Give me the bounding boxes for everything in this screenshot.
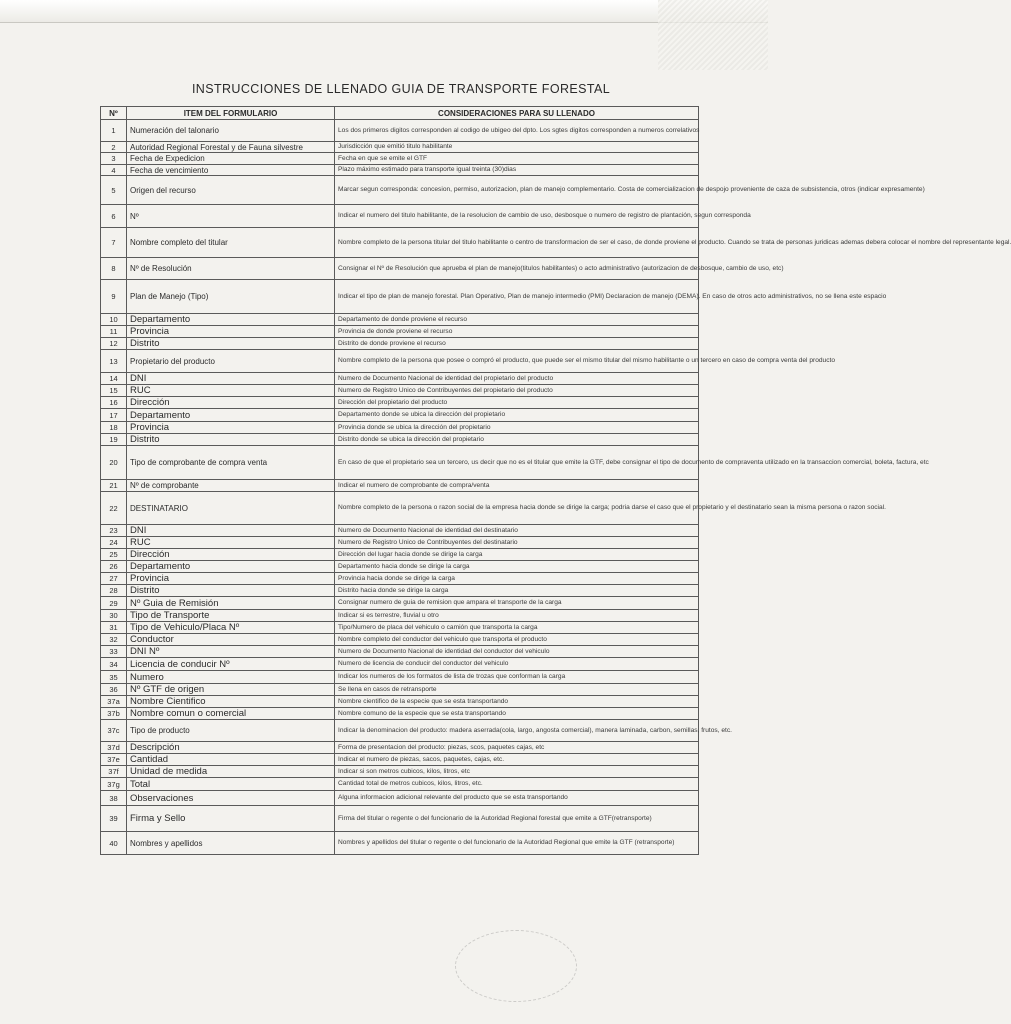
row-item: Fecha de Expedicion [127,153,335,165]
row-item: Unidad de medida [127,766,335,778]
row-item: Dirección [127,397,335,409]
row-description: Dirección del propietario del producto [335,397,699,409]
row-item: Distrito [127,434,335,446]
row-item: Firma y Sello [127,806,335,832]
table-row [101,397,699,409]
row-description: Numero de licencia de conducir del conductor del vehiculo [335,658,699,671]
row-item: DNI [127,373,335,385]
row-item: Plan de Manejo (Tipo) [127,280,335,314]
row-description: Numero de Documento Nacional de identidad del propietario del producto [335,373,699,385]
row-description: Plazo máximo estimado para transporte igual treinta (30)dias [335,165,699,176]
row-item: Numero [127,671,335,684]
row-number: 19 [101,434,127,446]
table-row [101,573,699,585]
table-row [101,434,699,446]
row-number: 13 [101,350,127,373]
table-row [101,610,699,622]
row-number: 40 [101,832,127,855]
table-row [101,646,699,658]
row-description: Provincia hacia donde se dirige la carga [335,573,699,585]
row-item: Nº GTF de origen [127,684,335,696]
row-description: Indicar si son metros cubicos, kilos, litros, etc [335,766,699,778]
table-row [101,806,699,832]
table-row [101,165,699,176]
row-number: 1 [101,120,127,142]
row-description: Numero de Documento Nacional de identidad del conductor del vehiculo [335,646,699,658]
row-item: Nombre comun o comercial [127,708,335,720]
row-item: Numeración del talonario [127,120,335,142]
row-description: Nombre completo de la persona que posee o compró el producto, que puede ser el mismo titular del mismo habilitante o un tercero en caso de compra venta del producto [335,350,699,373]
row-number: 39 [101,806,127,832]
row-item: Conductor [127,634,335,646]
table-row [101,766,699,778]
row-description: Consignar el Nº de Resolución que aprueba el plan de manejo(titulos habilitantes) o acto administrativo (autorizacion de desbosque, cambio de uso, etc) [335,258,699,280]
row-item: Nº de Resolución [127,258,335,280]
row-number: 22 [101,492,127,525]
row-description: Nombre completo del conductor del vehiculo que transporta el producto [335,634,699,646]
row-item: Nombres y apellidos [127,832,335,855]
table-row [101,409,699,422]
row-number: 24 [101,537,127,549]
row-number: 21 [101,480,127,492]
row-item: Nº [127,205,335,228]
row-item: Departamento [127,561,335,573]
table-row [101,671,699,684]
row-description: Departamento hacia donde se dirige la carga [335,561,699,573]
row-number: 34 [101,658,127,671]
row-item: Departamento [127,314,335,326]
row-number: 33 [101,646,127,658]
table-row [101,622,699,634]
table-row [101,525,699,537]
row-description: Nombre comuno de la especie que se esta transportando [335,708,699,720]
table-row [101,205,699,228]
row-item: Cantidad [127,754,335,766]
row-description: Nombres y apellidos del titular o regente o del funcionario de la Autoridad Regional que emite la GTF (retransporte) [335,832,699,855]
table-row [101,791,699,806]
header-item: ITEM DEL FORMULARIO [127,107,335,120]
table-row [101,142,699,153]
row-description: Los dos primeros digitos corresponden al codigo de ubigeo del dpto. Los sgtes digitos corresponden a numeros correlativos [335,120,699,142]
table-row [101,350,699,373]
row-description: Provincia donde se ubica la dirección del propietario [335,422,699,434]
row-number: 32 [101,634,127,646]
row-description: Provincia de donde proviene el recurso [335,326,699,338]
row-description: Indicar el numero de piezas, sacos, paquetes, cajas, etc. [335,754,699,766]
row-item: Autoridad Regional Forestal y de Fauna silvestre [127,142,335,153]
row-number: 4 [101,165,127,176]
table-row [101,338,699,350]
row-description: En caso de que el propietario sea un tercero, us decir que no es el titular que emite la GTF, debe consignar el tipo de documento de compraventa utilizado en la transaccion comercial, boleta, factura, etc [335,446,699,480]
row-number: 20 [101,446,127,480]
table-row [101,480,699,492]
row-description: Indicar el numero del titulo habilitante, de la resolucion de cambio de uso, desbosque o numero de registro de plantación, segun corresponda [335,205,699,228]
row-description: Nombre completo de la persona titular del titulo habilitante o centro de transformacion de ser el caso, de donde proviene el producto. Cuando se trata de personas juridicas ademas debera colocar el nombre del representante legal. [335,228,699,258]
row-item: Nº de comprobante [127,480,335,492]
table-row [101,153,699,165]
row-description: Indicar los numeros de los formatos de lista de trozas que conforman la carga [335,671,699,684]
row-description: Distrito de donde proviene el recurso [335,338,699,350]
row-number: 5 [101,176,127,205]
row-number: 36 [101,684,127,696]
row-number: 30 [101,610,127,622]
row-description: Numero de Registro Unico de Contribuyentes del propietario del producto [335,385,699,397]
row-item: Provincia [127,326,335,338]
row-number: 28 [101,585,127,597]
row-description: Indicar el tipo de plan de manejo forestal. Plan Operativo, Plan de manejo intermedio (PMI) Declaracion de manejo (DEMA). En caso de otros acto administrativos, no se llena este espacio [335,280,699,314]
row-item: Descripción [127,742,335,754]
row-number: 15 [101,385,127,397]
table-row [101,585,699,597]
row-description: Alguna informacion adicional relevante del producto que se esta transportando [335,791,699,806]
row-description: Se llena en casos de retransporte [335,684,699,696]
row-item: Distrito [127,338,335,350]
row-number: 11 [101,326,127,338]
table-row [101,258,699,280]
row-item: DNI [127,525,335,537]
row-description: Numero de Documento Nacional de identidad del destinatario [335,525,699,537]
table-row [101,120,699,142]
row-number: 25 [101,549,127,561]
header-num: Nº [101,107,127,120]
row-description: Marcar segun corresponda: concesion, permiso, autorizacion, plan de manejo complementario. Costa de comercializacion de despojo proveniente de caza de subsistencia, otros (indicar expresamente) [335,176,699,205]
row-number: 31 [101,622,127,634]
row-description: Distrito donde se ubica la dirección del propietario [335,434,699,446]
row-item: Provincia [127,573,335,585]
table-row [101,720,699,742]
row-description: Cantidad total de metros cubicos, kilos, litros, etc. [335,778,699,791]
row-number: 37d [101,742,127,754]
table-row [101,696,699,708]
table-row [101,492,699,525]
row-description: Dirección del lugar hacia donde se dirige la carga [335,549,699,561]
table-row [101,549,699,561]
row-description: Consignar numero de guia de remision que ampara el transporte de la carga [335,597,699,610]
row-item: Total [127,778,335,791]
row-description: Indicar el numero de comprobante de compra/venta [335,480,699,492]
table-row [101,684,699,696]
row-item: Tipo de Vehiculo/Placa Nº [127,622,335,634]
row-number: 26 [101,561,127,573]
instructions-table [100,106,1011,855]
table-row [101,634,699,646]
row-number: 37a [101,696,127,708]
row-item: Origen del recurso [127,176,335,205]
row-number: 6 [101,205,127,228]
row-number: 29 [101,597,127,610]
row-item: Tipo de comprobante de compra venta [127,446,335,480]
row-item: Distrito [127,585,335,597]
table-row [101,228,699,258]
row-item: Observaciones [127,791,335,806]
header-desc: CONSIDERACIONES PARA SU LLENADO [335,107,699,120]
row-number: 16 [101,397,127,409]
table-row [101,658,699,671]
row-description: Fecha en que se emite el GTF [335,153,699,165]
row-item: Fecha de vencimiento [127,165,335,176]
row-number: 12 [101,338,127,350]
table-row [101,422,699,434]
table-header-row [101,107,699,120]
row-number: 35 [101,671,127,684]
row-item: Nº Guia de Remisión [127,597,335,610]
row-description: Nombre completo de la persona o razon social de la empresa hacia donde se dirige la carga; podria darse el caso que el propietario y el destinatario sean la misma persona o razon social. [335,492,699,525]
table-row [101,326,699,338]
row-item: Nombre Cientifico [127,696,335,708]
row-number: 23 [101,525,127,537]
row-description: Nombre cientifico de la especie que se esta transportando [335,696,699,708]
row-number: 37g [101,778,127,791]
faded-stamp [455,930,577,1002]
table-row [101,742,699,754]
table-row [101,561,699,573]
table-row [101,778,699,791]
row-number: 37e [101,754,127,766]
row-description: Numero de Registro Unico de Contribuyentes del destinatario [335,537,699,549]
row-number: 9 [101,280,127,314]
table-row [101,537,699,549]
table-row [101,314,699,326]
row-description: Jurisdicción que emitió titulo habilitante [335,142,699,153]
table-row [101,754,699,766]
table-row [101,280,699,314]
row-number: 14 [101,373,127,385]
row-item: Provincia [127,422,335,434]
row-description: Firma del titular o regente o del funcionario de la Autoridad Regional forestal que emite a GTF(retransporte) [335,806,699,832]
row-number: 17 [101,409,127,422]
row-number: 37b [101,708,127,720]
row-number: 8 [101,258,127,280]
row-item: RUC [127,537,335,549]
row-number: 7 [101,228,127,258]
row-number: 37c [101,720,127,742]
row-item: Licencia de conducir Nº [127,658,335,671]
row-description: Tipo/Numero de placa del vehiculo o camión que transporta la carga [335,622,699,634]
row-item: DESTINATARIO [127,492,335,525]
row-item: Tipo de producto [127,720,335,742]
row-item: Dirección [127,549,335,561]
document-title: INSTRUCCIONES DE LLENADO GUIA DE TRANSPORTE FORESTAL [191,82,611,96]
row-item: Propietario del producto [127,350,335,373]
row-number: 27 [101,573,127,585]
table-row [101,385,699,397]
table-row [101,597,699,610]
row-number: 37f [101,766,127,778]
row-item: Tipo de Transporte [127,610,335,622]
row-number: 2 [101,142,127,153]
row-description: Departamento de donde proviene el recurso [335,314,699,326]
row-item: Nombre completo del titular [127,228,335,258]
row-item: Departamento [127,409,335,422]
row-description: Indicar la denominacion del producto: madera aserrada(cola, largo, angosta comercial), manera laminada, carbon, semillas, frutos, etc. [335,720,699,742]
table-row [101,446,699,480]
table-row [101,176,699,205]
table-row [101,708,699,720]
row-description: Departamento donde se ubica la dirección del propietario [335,409,699,422]
row-description: Distrito hacia donde se dirige la carga [335,585,699,597]
row-item: RUC [127,385,335,397]
row-description: Forma de presentacion del producto: piezas, scos, paquetes cajas, etc [335,742,699,754]
row-item: DNI Nº [127,646,335,658]
row-number: 10 [101,314,127,326]
table-row [101,832,699,855]
row-number: 3 [101,153,127,165]
row-number: 38 [101,791,127,806]
row-description: Indicar si es terrestre, fluvial u otro [335,610,699,622]
row-number: 18 [101,422,127,434]
table-row [101,373,699,385]
